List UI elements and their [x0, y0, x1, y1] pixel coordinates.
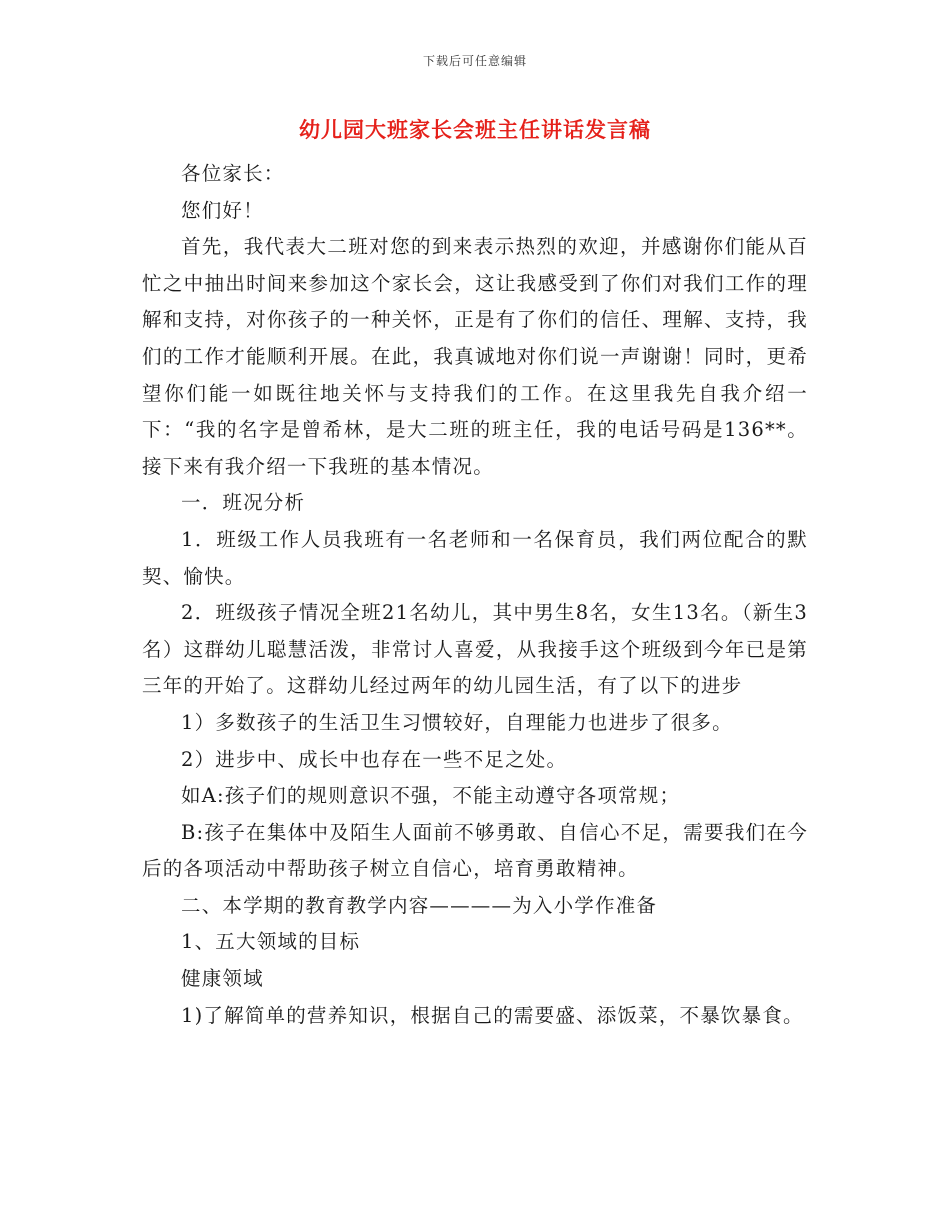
header-note: 下载后可任意编辑 — [422, 54, 527, 68]
paragraph-hello: 您们好！ — [181, 198, 264, 222]
heading-health-domain: 健康领域 — [181, 967, 264, 991]
paragraph-nutrition: 1)了解简单的营养知识，根据自己的需要盛、添饭菜，不暴饮暴食。 — [181, 1003, 804, 1027]
document-body — [142, 156, 808, 1034]
paragraph-children: 2．班级孩子情况全班21名幼儿，其中男生8名，女生13名。（新生3名）这群幼儿聪慧活泼，非常讨人喜爱，从我接手这个班级到今年已是第三年的开始了。这群幼儿经过两年的幼儿园生活，有了以下的进步 — [142, 601, 808, 698]
heading-teaching-content: 二、本学期的教育教学内容————为入小学作准备 — [181, 893, 658, 917]
paragraph-issue-b: B:孩子在集体中及陌生人面前不够勇敢、自信心不足，需要我们在今后的各项活动中帮助孩子树立自信心，培育勇敢精神。 — [142, 820, 808, 881]
paragraph-intro: 首先，我代表大二班对您的到来表示热烈的欢迎，并感谢你们能从百忙之中抽出时间来参加这个家长会，这让我感受到了你们对我们工作的理解和支持，对你孩子的一种关怀，正是有了你们的信任、理解、支持，我们的工作才能顺利开展。在此，我真诚地对你们说一声谢谢！同时，更希望你们能一如既往地关怀与支持我们的工作。在这里我先自我介绍一下：“我的名字是曾希林，是大二班的班主任，我的电话号码是136**。接下来有我介绍一下我班的基本情况。 — [142, 235, 808, 478]
document-title: 幼儿园大班家长会班主任讲话发言稿 — [299, 117, 651, 142]
paragraph-staff: 1．班级工作人员我班有一名老师和一名保育员，我们两位配合的默契、愉快。 — [142, 527, 808, 588]
paragraph-greeting: 各位家长： — [181, 162, 285, 185]
paragraph-issue-a: 如A:孩子们的规则意识不强，不能主动遵守各项常规； — [181, 784, 681, 808]
paragraph-progress-2: 2）进步中、成长中也存在一些不足之处。 — [181, 747, 568, 771]
paragraph-progress-1: 1）多数孩子的生活卫生习惯较好，自理能力也进步了很多。 — [181, 710, 733, 734]
heading-five-domains: 1、五大领域的目标 — [181, 930, 361, 954]
heading-class-analysis: 一．班况分析 — [181, 491, 306, 515]
